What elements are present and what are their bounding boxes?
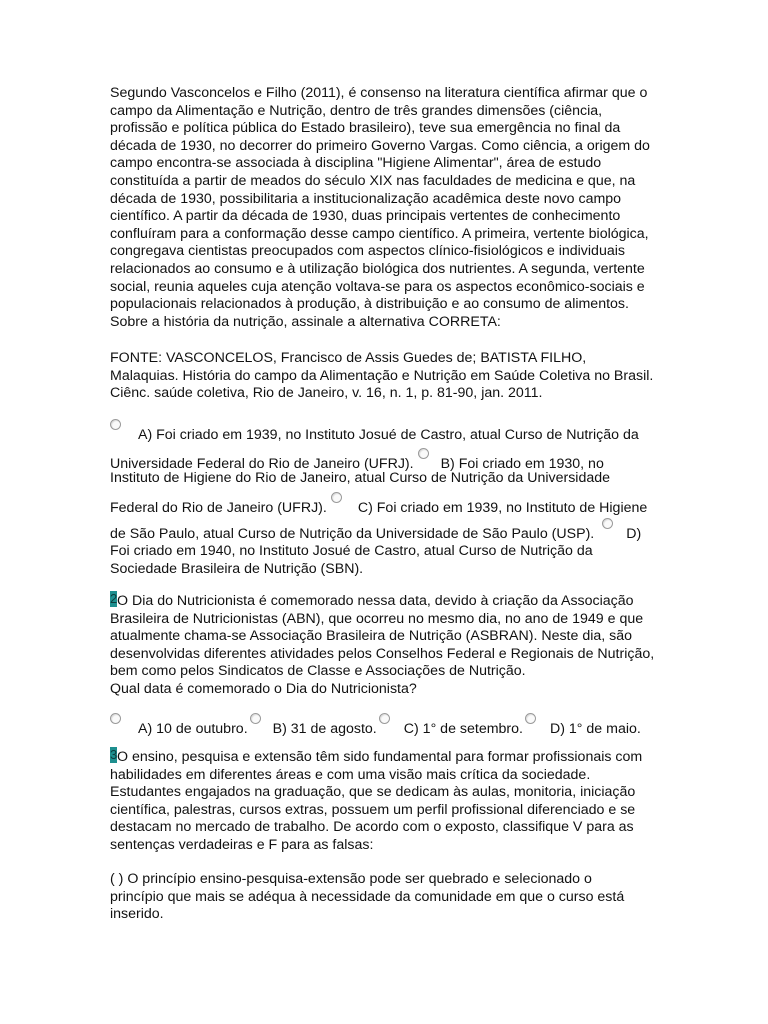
q1-line: constituída a partir de meados do século XIX nas faculdades de medicina e que, na bbox=[110, 172, 636, 189]
q3-statement-line: princípio que mais se adéqua à necessidade da comunidade em que o curso está bbox=[110, 888, 625, 905]
question-number-badge: 3 bbox=[110, 747, 117, 762]
q1-source bbox=[110, 350, 658, 403]
q1-line: científico. A partir da década de 1930, duas principais vertentes de conhecimento bbox=[110, 208, 621, 225]
q1-option-c-row bbox=[110, 492, 670, 516]
q2-options-row bbox=[110, 713, 670, 737]
q3-line bbox=[110, 747, 658, 767]
q1-option-b-label[interactable]: B) Foi criado em 1930, no bbox=[440, 456, 604, 472]
q3-line: Estudantes engajados na graduação, que se dedicam às aulas, monitoria, iniciação bbox=[110, 784, 636, 801]
q1-paragraph bbox=[110, 85, 658, 331]
q3-line: destacam no mercado de trabalho. De acordo com o exposto, classifique V para as bbox=[110, 819, 634, 836]
source-line: FONTE: VASCONCELOS, Francisco de Assis Guedes de; BATISTA FILHO, bbox=[110, 350, 587, 366]
q2-option-d-label[interactable]: D) 1° de maio. bbox=[550, 721, 641, 737]
q2-line bbox=[110, 591, 658, 611]
q1-option-c-label-cont[interactable]: de São Paulo, atual Curso de Nutrição da Universidade de São Paulo (USP). bbox=[110, 526, 595, 542]
q1-line: campo encontra-se associada à disciplina "Higiene Alimentar", área de estudo bbox=[110, 155, 602, 172]
q1-option-a-row bbox=[110, 419, 670, 443]
q2-option-c-label[interactable]: C) 1° de setembro. bbox=[403, 721, 523, 737]
q1-line: década de 1930, no decorrer do primeiro Governo Vargas. Como ciência, a origem do bbox=[110, 137, 650, 154]
q1-line: congregava cientistas preocupados com aspectos clínico-fisiológicos e individuais bbox=[110, 243, 625, 260]
radio-option-b[interactable] bbox=[418, 448, 429, 459]
q1-option-d-line: Foi criado em 1940, no Instituto Josué de Castro, atual Curso de Nutrição da bbox=[110, 543, 593, 559]
q1-option-d-cont bbox=[110, 543, 658, 578]
q2-line: bem como pelos Sindicatos de Classe e Associações de Nutrição. bbox=[110, 663, 526, 680]
source-line: Malaquias. História do campo da Alimentação e Nutrição em Saúde Coletiva no Brasil. bbox=[110, 367, 654, 384]
q1-line: confluíram para a conformação desse campo científico. A primeira, vertente biológica, bbox=[110, 225, 649, 242]
q1-line: social, reunia aqueles cuja atenção voltava-se para os aspectos econômico-sociais e bbox=[110, 278, 645, 295]
q3-paragraph bbox=[110, 747, 658, 855]
q1-line: Segundo Vasconcelos e Filho (2011), é consenso na literatura científica afirmar que o bbox=[110, 85, 648, 101]
q1-option-d-line: Sociedade Brasileira de Nutrição (SBN). bbox=[110, 560, 364, 577]
q1-line: relacionados ao consumo e à utilização biológica dos nutrientes. A segunda, vertente bbox=[110, 260, 645, 277]
q3-line: sentenças verdadeiras e F para as falsas: bbox=[110, 836, 374, 853]
q1-option-b-label-cont[interactable]: Federal do Rio de Janeiro (UFRJ). bbox=[110, 500, 327, 516]
source-line: Ciênc. saúde coletiva, Rio de Janeiro, v. 16, n. 1, p. 81-90, jan. 2011. bbox=[110, 385, 543, 402]
q1-option-b-row bbox=[110, 448, 670, 472]
question-number-badge: 2 bbox=[110, 591, 117, 606]
q2-line: Brasileira de Nutricionistas (ABN), que ocorreu no mesmo dia, no ano de 1949 e que bbox=[110, 610, 644, 627]
q1-option-d-label[interactable]: D) bbox=[626, 526, 642, 542]
q1-option-c-label[interactable]: C) Foi criado em 1939, no Instituto de Higiene bbox=[357, 500, 648, 516]
q3-line: científica, palestras, cursos extras, possuem um perfil profissional diferenciado e se bbox=[110, 801, 636, 818]
q1-line: Sobre a história da nutrição, assinale a alternativa CORRETA: bbox=[110, 313, 501, 330]
q1-option-a-label[interactable]: A) Foi criado em 1939, no Instituto Josué de Castro, atual Curso de Nutrição da bbox=[138, 427, 639, 443]
q1-option-a-label-cont[interactable]: Universidade Federal do Rio de Janeiro (UFRJ). bbox=[110, 456, 414, 472]
radio-option-b[interactable] bbox=[250, 713, 261, 724]
q2-line: atualmente chama-se Associação Brasileira de Nutrição (ASBRAN). Neste dia, são bbox=[110, 628, 633, 645]
radio-option-c[interactable] bbox=[379, 713, 390, 724]
radio-option-c[interactable] bbox=[331, 492, 342, 503]
q2-line: Qual data é comemorado o Dia do Nutricionista? bbox=[110, 680, 417, 697]
q2-line-text: O Dia do Nutricionista é comemorado nessa data, devido à criação da Associação bbox=[117, 593, 634, 609]
radio-option-d[interactable] bbox=[602, 518, 613, 529]
q1-line: década de 1930, possibilitaria a institucionalização acadêmica deste novo campo bbox=[110, 190, 622, 207]
q2-option-a-label[interactable]: A) 10 de outubro. bbox=[138, 721, 248, 737]
radio-option-a[interactable] bbox=[110, 713, 121, 724]
q3-line: habilidades em diferentes áreas e com uma visão mais crítica da sociedade. bbox=[110, 766, 591, 783]
q3-statement-line: inserido. bbox=[110, 906, 164, 923]
q1-line: profissão e política pública do Estado brasileiro), teve sua emergência no final da bbox=[110, 120, 621, 137]
radio-option-d[interactable] bbox=[525, 713, 536, 724]
q3-line-text: O ensino, pesquisa e extensão têm sido fundamental para formar profissionais com bbox=[117, 749, 643, 765]
q3-statement bbox=[110, 871, 658, 924]
q1-line: campo da Alimentação e Nutrição, dentro de três grandes dimensões (ciência, bbox=[110, 102, 603, 119]
q2-line: desenvolvidas diferentes atividades pelos Conselhos Federal e Regionais de Nutrição, bbox=[110, 645, 655, 662]
q2-option-b-label[interactable]: B) 31 de agosto. bbox=[272, 721, 377, 737]
q1-option-b-line: Instituto de Higiene do Rio de Janeiro, atual Curso de Nutrição da Universidade bbox=[110, 470, 611, 486]
q1-option-d-row bbox=[110, 518, 670, 542]
q3-statement-line: ( ) O princípio ensino-pesquisa-extensão pode ser quebrado e selecionado o bbox=[110, 871, 592, 887]
radio-option-a[interactable] bbox=[110, 419, 121, 430]
q1-option-b-cont bbox=[110, 470, 658, 488]
q1-line: populacionais relacionados à produção, à distribuição e ao consumo de alimentos. bbox=[110, 296, 629, 313]
q2-paragraph bbox=[110, 591, 658, 699]
